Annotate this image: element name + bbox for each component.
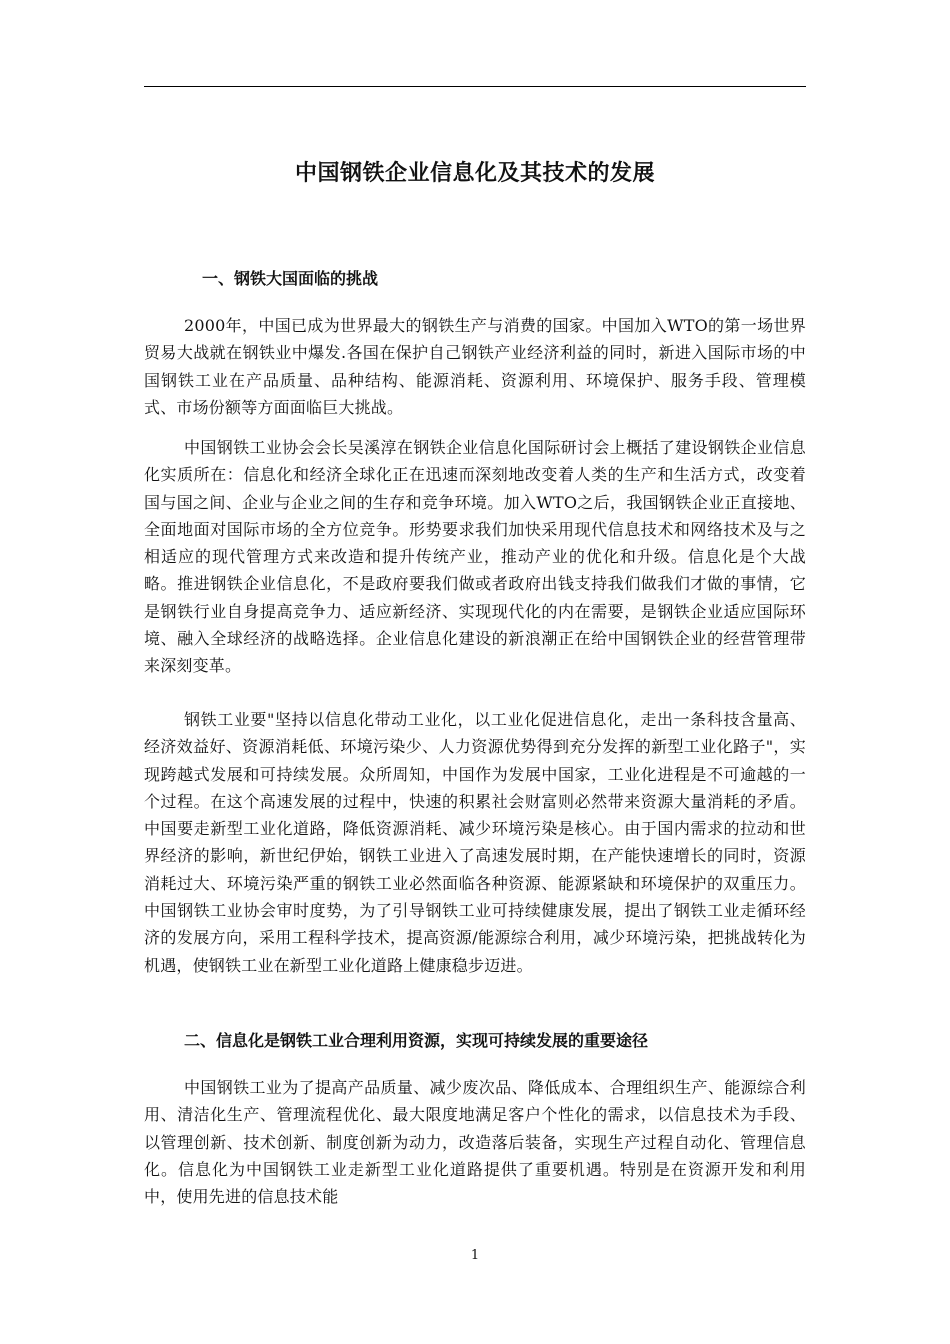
page-number: 1 bbox=[470, 1248, 480, 1263]
paragraph-3: 钢铁工业要"坚持以信息化带动工业化，以工业化促进信息化，走出一条科技含量高、经济效益好、资源消耗低、环境污染少、人力资源优势得到充分发挥的新型工业化路子"，实现跨越式发展和可持续发展。众所周知，中国作为发展中国家，工业化进程是不可逾越的一个过程。在这个高速发展的过程中，快速的积累社会财富则必然带来资源大量消耗的矛盾。中国要走新型工业化道路，降低资源消耗、减少环境污染是核心。由于国内需求的拉动和世界经济的影响，新世纪伊始，钢铁工业进入了高速发展时期，在产能快速增长的同时，资源消耗过大、环境污染严重的钢铁工业必然面临各种资源、能源紧缺和环境保护的双重压力。中国钢铁工业协会审时度势，为了引导钢铁工业可持续健康发展，提出了钢铁工业走循环经济的发展方向，采用工程科学技术，提高资源/能源综合利用，减少环境污染，把挑战转化为机遇，使钢铁工业在新型工业化道路上健康稳步迈进。 bbox=[144, 710, 806, 975]
document-title: 中国钢铁企业信息化及其技术的发展 bbox=[294, 161, 655, 186]
header-rule bbox=[144, 86, 806, 87]
section-heading-2: 二、信息化是钢铁工业合理利用资源，实现可持续发展的重要途径 bbox=[184, 1031, 649, 1050]
paragraph-4: 中国钢铁工业为了提高产品质量、减少废次品、降低成本、合理组织生产、能源综合利用、清洁化生产、管理流程优化、最大限度地满足客户个性化的需求，以信息技术为手段、以管理创新、技术创新、制度创新为动力，改造落后装备，实现生产过程自动化、管理信息化。信息化为中国钢铁工业走新型工业化道路提供了重要机遇。特别是在资源开发和利用中，使用先进的信息技术能 bbox=[144, 1078, 806, 1207]
section-heading-1: 一、钢铁大国面临的挑战 bbox=[202, 269, 379, 288]
paragraph-1: 2000年，中国已成为世界最大的钢铁生产与消费的国家。中国加入WTO的第一场世界贸易大战就在钢铁业中爆发.各国在保护自己钢铁产业经济利益的同时，新进入国际市场的中国钢铁工业在产品质量、品种结构、能源消耗、资源利用、环境保护、服务手段、管理模式、市场份额等方面面临巨大挑战。 bbox=[144, 316, 806, 417]
paragraph-2: 中国钢铁工业协会会长吴溪淳在钢铁企业信息化国际研讨会上概括了建设钢铁企业信息化实质所在：信息化和经济全球化正在迅速而深刻地改变着人类的生产和生活方式，改变着国与国之间、企业与企业之间的生存和竞争环境。加入WTO之后，我国钢铁企业正直接地、全面地面对国际市场的全方位竞争。形势要求我们加快采用现代信息技术和网络技术及与之相适应的现代管理方式来改造和提升传统产业，推动产业的优化和升级。信息化是个大战略。推进钢铁企业信息化，不是政府要我们做或者政府出钱支持我们做我们才做的事情，它是钢铁行业自身提高竞争力、适应新经济、实现现代化的内在需要，是钢铁企业适应国际环境、融入全球经济的战略选择。企业信息化建设的新浪潮正在给中国钢铁企业的经营管理带来深刻变革。 bbox=[144, 438, 806, 676]
